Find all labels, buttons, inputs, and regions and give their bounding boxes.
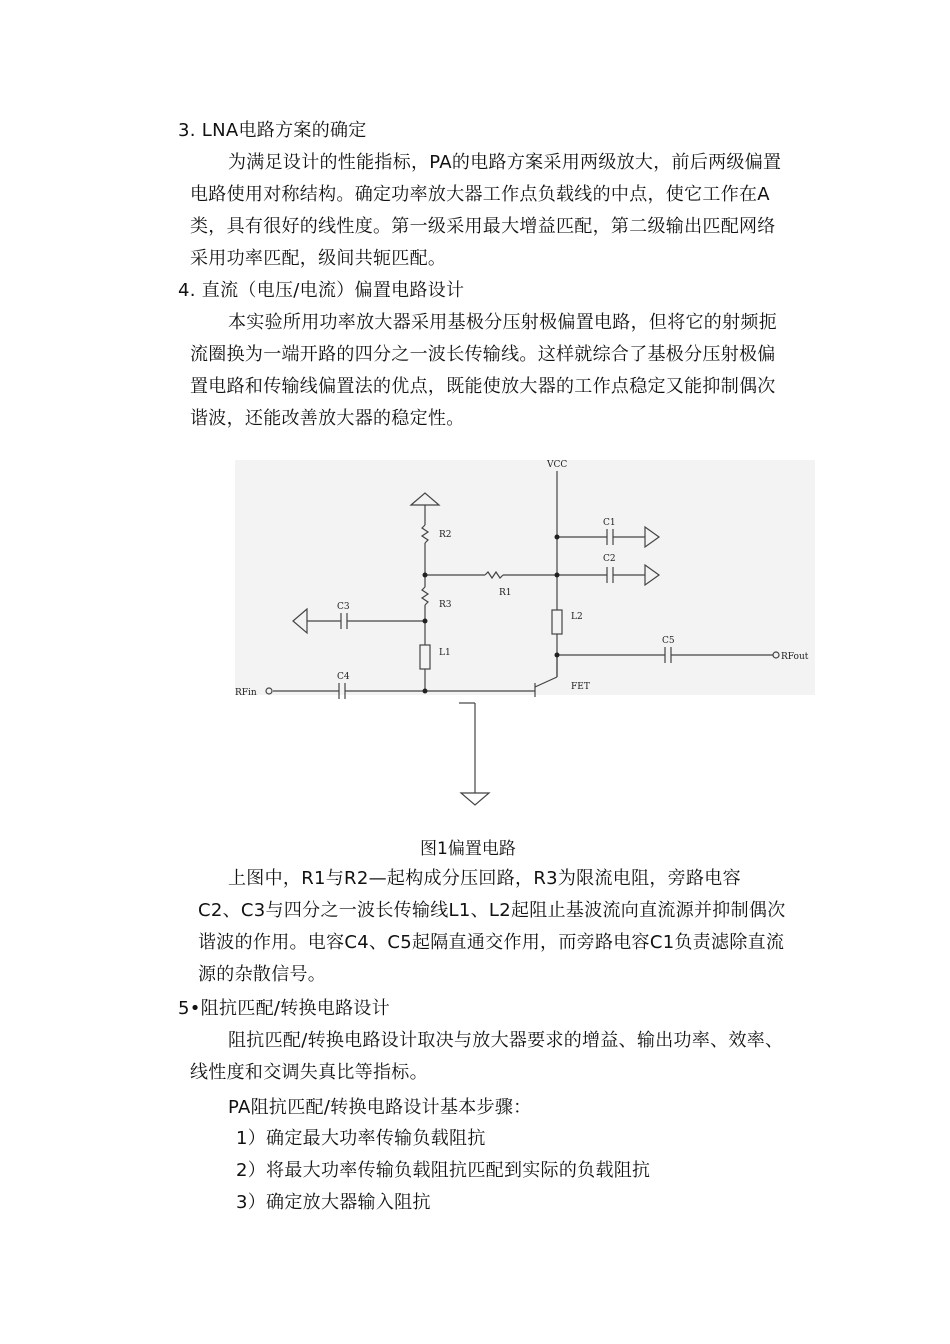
step-2: 2）将最大功率传输负载阻抗匹配到实际的负载阻抗 xyxy=(236,1160,651,1181)
label-c3: C3 xyxy=(337,602,350,612)
explain-line-2: C2、C3与四分之一波长传输线L1、L2起阻止基波流向直流源并抑制偶次 xyxy=(198,900,786,921)
section-3-line-1: 为满足设计的性能指标，PA的电路方案采用两级放大，前后两级偏置 xyxy=(228,152,782,173)
figure-caption: 图1偏置电路 xyxy=(420,839,516,859)
label-vcc: VCC xyxy=(547,460,568,470)
explain-line-1: 上图中，R1与R2—起构成分压回路，R3为限流电阻，旁路电容 xyxy=(228,868,741,889)
source-ground-symbol xyxy=(461,793,489,805)
label-c4: C4 xyxy=(337,672,350,682)
label-l1: L1 xyxy=(439,648,451,658)
label-c5: C5 xyxy=(662,636,675,646)
label-c1: C1 xyxy=(603,518,616,528)
label-rfout: RFout xyxy=(781,652,809,662)
label-fet: FET xyxy=(571,682,590,692)
section-4-heading: 4. 直流（电压/电流）偏置电路设计 xyxy=(178,280,465,301)
step-1: 1）确定最大功率传输负载阻抗 xyxy=(236,1128,486,1149)
label-r1: R1 xyxy=(499,588,512,598)
section-5-heading: 5•阻抗匹配/转换电路设计 xyxy=(178,998,391,1019)
diagram-background xyxy=(235,460,815,695)
section-4-line-3: 置电路和传输线偏置法的优点，既能使放大器的工作点稳定又能抑制偶次 xyxy=(190,376,776,397)
label-r2: R2 xyxy=(439,530,452,540)
section-4-line-1: 本实验所用功率放大器采用基极分压射极偏置电路，但将它的射频扼 xyxy=(228,312,777,333)
explain-line-3: 谐波的作用。电容C4、C5起隔直通交作用，而旁路电容C1负责滤除直流 xyxy=(198,932,785,953)
explain-line-4: 源的杂散信号。 xyxy=(198,964,327,985)
label-r3: R3 xyxy=(439,600,452,610)
step-3: 3）确定放大器输入阻抗 xyxy=(236,1192,431,1213)
section-3-line-2: 电路使用对称结构。确定功率放大器工作点负载线的中点，使它工作在A xyxy=(190,184,770,205)
label-c2: C2 xyxy=(603,554,616,564)
label-l2: L2 xyxy=(571,612,583,622)
label-rfin: RFin xyxy=(235,688,257,698)
bias-circuit-diagram xyxy=(235,455,815,815)
section-5-line-2: 线性度和交调失真比等指标。 xyxy=(190,1062,428,1083)
section-3-heading: 3. LNA电路方案的确定 xyxy=(178,120,367,141)
section-4-line-4: 谐波，还能改善放大器的稳定性。 xyxy=(190,408,465,429)
steps-intro: PA阻抗匹配/转换电路设计基本步骤： xyxy=(228,1097,532,1118)
section-4-line-2: 流圈换为一端开路的四分之一波长传输线。这样就综合了基极分压射极偏 xyxy=(190,344,776,365)
section-5-line-1: 阻抗匹配/转换电路设计取决与放大器要求的增益、输出功率、效率、 xyxy=(228,1030,784,1051)
section-3-line-3: 类，具有很好的线性度。第一级采用最大增益匹配，第二级输出匹配网络 xyxy=(190,216,776,237)
section-3-line-4: 采用功率匹配，级间共轭匹配。 xyxy=(190,248,447,269)
